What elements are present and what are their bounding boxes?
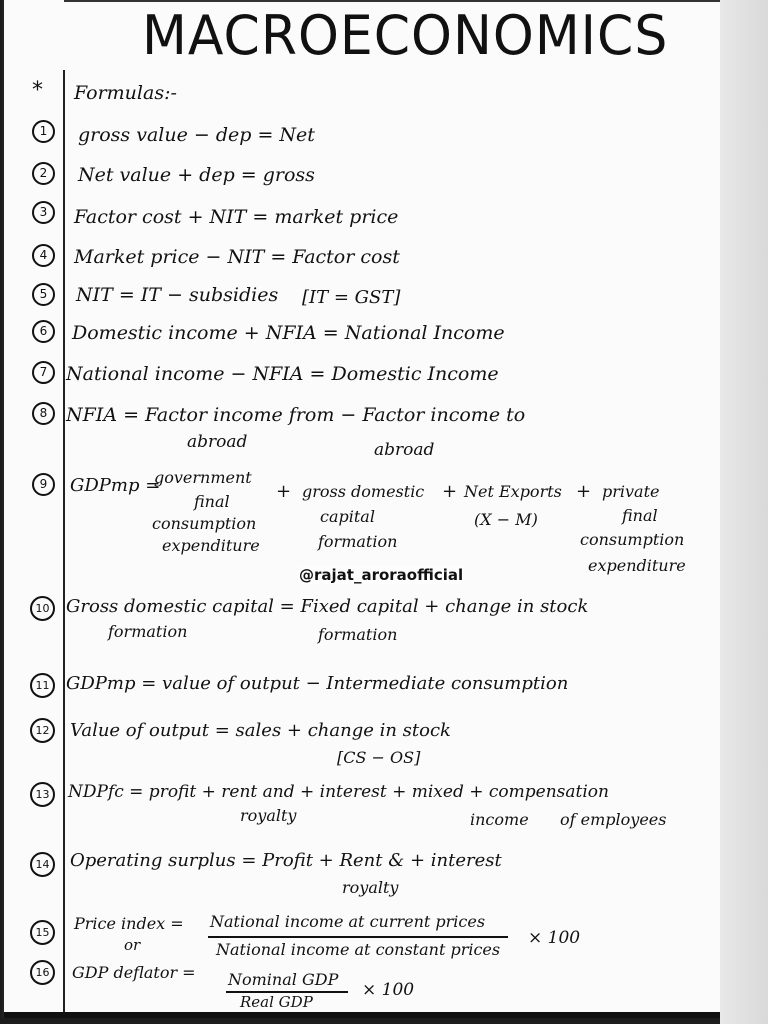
star-bullet: *: [32, 78, 43, 103]
formula-3: Factor cost + NIT = market price: [74, 206, 399, 228]
top-rule: [64, 0, 720, 2]
formula-9-term-2-line-2: capital: [320, 507, 375, 526]
formula-number-2: 2: [32, 162, 55, 185]
formula-9-term-1-line-3: consumption: [152, 514, 257, 533]
formula-9-term-1-line-2: final: [194, 492, 230, 511]
formula-number-5: 5: [32, 283, 55, 306]
formula-number-13: 13: [30, 782, 55, 807]
formula-14-sub-1: royalty: [342, 878, 399, 897]
formula-9-op-2: +: [442, 481, 458, 502]
formula-9-term-3-line-2: (X − M): [474, 510, 538, 529]
formula-9-term-1-line-4: expenditure: [162, 536, 260, 555]
formula-11: GDPmp = value of output − Intermediate consumption: [66, 673, 569, 694]
bottom-edge: [4, 1012, 720, 1018]
watermark: @rajat_aroraofficial: [299, 566, 464, 584]
formula-number-12: 12: [30, 718, 55, 743]
formula-9-op-1: +: [276, 481, 292, 502]
formula-13-sub-2: income: [470, 810, 529, 829]
formula-13: NDPfc = profit + rent and + interest + mixed + compensation: [68, 782, 609, 802]
background-strip: [720, 0, 768, 1024]
formula-15-lhs: Price index =: [74, 914, 184, 933]
formula-7: National income − NFIA = Domestic Income: [66, 363, 499, 385]
formula-number-11: 11: [30, 673, 55, 698]
page-title: MACROECONOMICS: [142, 4, 669, 68]
formula-16-denominator: Real GDP: [240, 993, 313, 1011]
formula-number-9: 9: [32, 473, 55, 496]
formula-2: Net value + dep = gross: [78, 164, 315, 186]
formula-number-3: 3: [32, 201, 55, 224]
formula-5-note: [IT = GST]: [302, 287, 401, 308]
formula-16-lhs: GDP deflator =: [72, 963, 196, 982]
formula-8-sub-1: abroad: [187, 432, 248, 452]
formula-number-15: 15: [30, 920, 55, 945]
formula-16-numerator: Nominal GDP: [228, 970, 339, 989]
formula-16-multiplier: × 100: [362, 980, 415, 1000]
formula-number-7: 7: [32, 361, 55, 384]
formula-15-multiplier: × 100: [528, 928, 581, 948]
formula-9-term-4-line-2: final: [622, 506, 658, 525]
margin-rule: [63, 70, 65, 1018]
formula-5: NIT = IT − subsidies: [76, 284, 279, 306]
formula-number-16: 16: [30, 960, 55, 985]
formula-4: Market price − NIT = Factor cost: [74, 246, 400, 268]
formula-10-sub-1: formation: [108, 622, 188, 641]
formula-number-14: 14: [30, 852, 55, 877]
formula-number-1: 1: [32, 120, 55, 143]
formula-8: NFIA = Factor income from − Factor income to: [66, 404, 526, 426]
formula-15-denominator: National income at constant prices: [216, 940, 501, 959]
formula-9-term-3-line-1: Net Exports: [464, 482, 562, 501]
formula-number-4: 4: [32, 244, 55, 267]
formula-9-term-2-line-3: formation: [318, 532, 398, 551]
formula-15-fraction-bar: [208, 936, 508, 938]
formula-9-term-4-line-1: private: [602, 482, 660, 501]
formula-14: Operating surplus = Profit + Rent & + interest: [70, 850, 502, 871]
formula-10: Gross domestic capital = Fixed capital + change in stock: [66, 596, 589, 617]
formula-13-sub-1: royalty: [240, 806, 297, 825]
formulas-heading: Formulas:-: [74, 82, 177, 104]
formula-9-op-3: +: [576, 481, 592, 502]
formula-15-numerator: National income at current prices: [210, 912, 486, 931]
formula-13-sub-3: of employees: [560, 810, 667, 829]
formula-9-term-4-line-4: expenditure: [588, 556, 686, 575]
formula-number-6: 6: [32, 320, 55, 343]
formula-number-8: 8: [32, 402, 55, 425]
formula-9-term-4-line-3: consumption: [580, 530, 685, 549]
notebook-page: [2, 0, 722, 1018]
formula-9-term-2-line-1: gross domestic: [302, 482, 425, 501]
formula-1: gross value − dep = Net: [78, 124, 315, 146]
formula-12-note: [CS − OS]: [337, 748, 421, 767]
formula-15-sub-lhs: or: [124, 936, 141, 954]
formula-8-sub-2: abroad: [374, 440, 435, 460]
formula-10-sub-2: formation: [318, 625, 398, 644]
formula-9-term-1-line-1: government: [154, 468, 252, 487]
formula-number-10: 10: [30, 596, 55, 621]
formula-6: Domestic income + NFIA = National Income: [72, 322, 505, 344]
formula-9-lhs: GDPmp =: [70, 475, 161, 496]
formula-12: Value of output = sales + change in stock: [70, 720, 451, 741]
